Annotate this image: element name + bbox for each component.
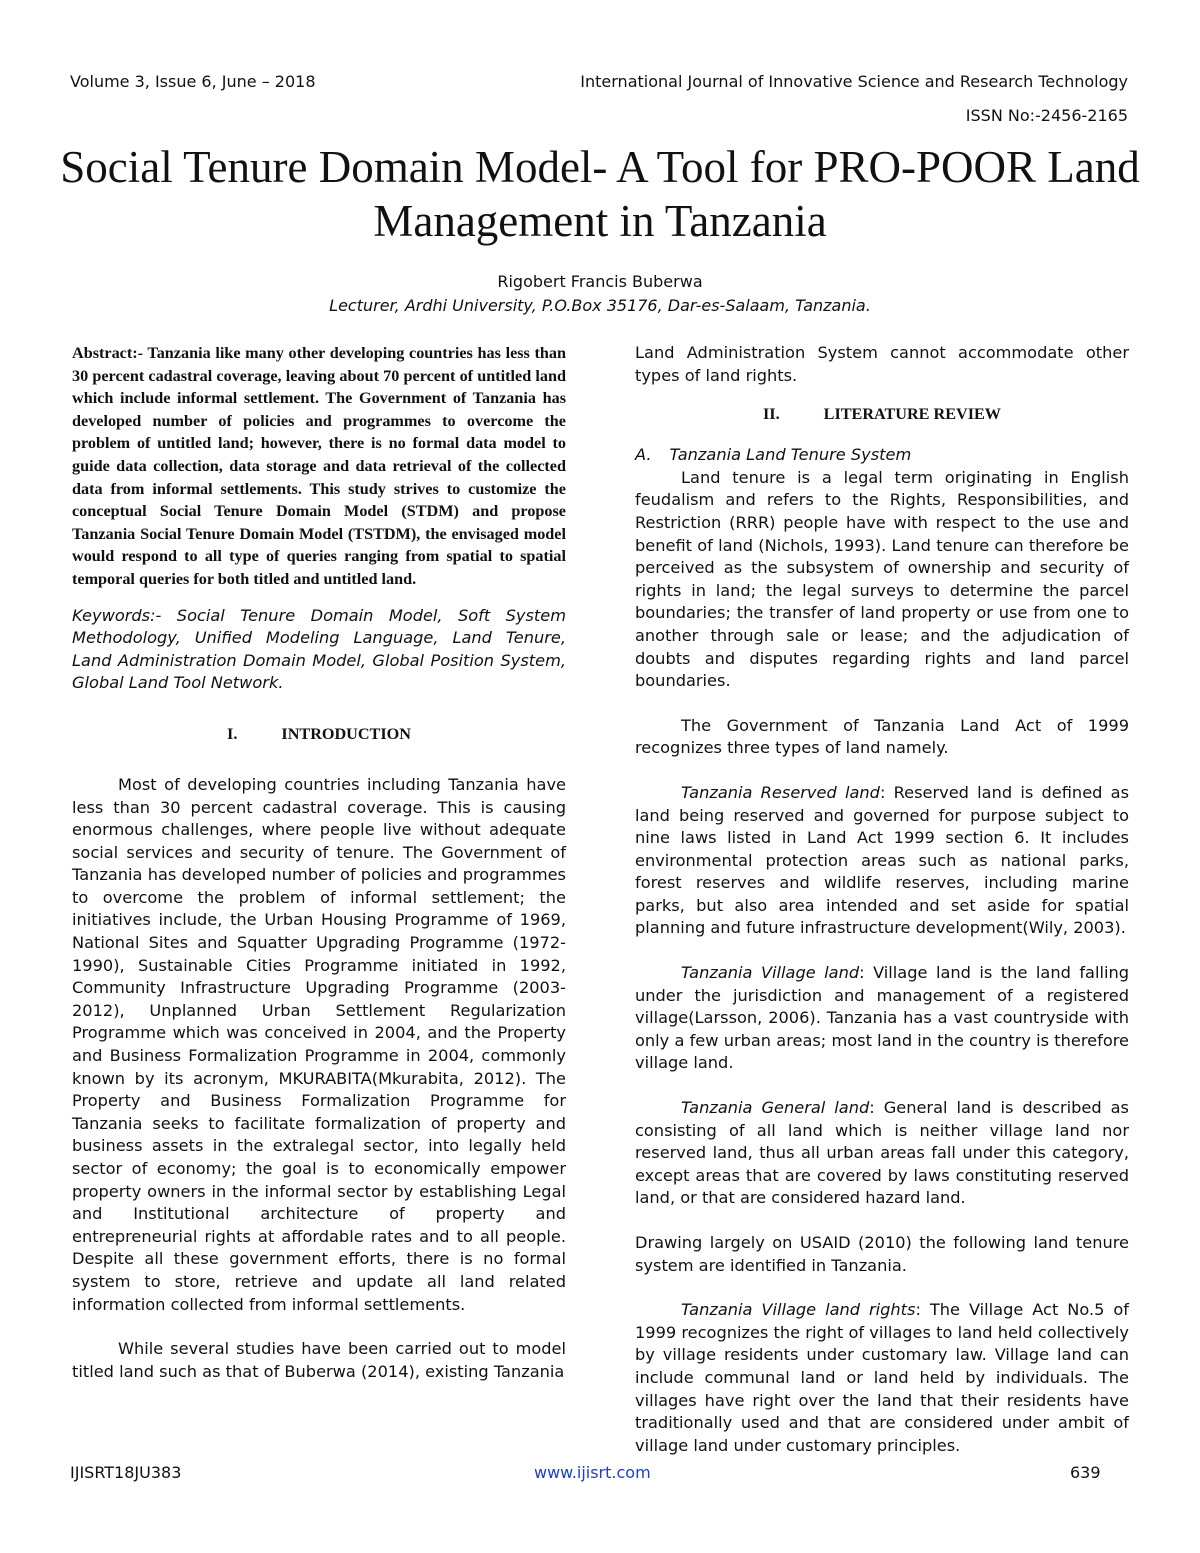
footer-paper-code: IJISRT18JU383 bbox=[70, 1463, 182, 1482]
general-land-label: Tanzania General land bbox=[681, 1098, 870, 1118]
section-number: II. bbox=[762, 405, 780, 424]
section-number: I. bbox=[227, 724, 238, 743]
reserved-land-label: Tanzania Reserved land bbox=[681, 782, 880, 802]
intro-paragraph-2-continued: Land Administration System cannot accommodate other types of land rights. bbox=[635, 343, 1129, 385]
village-land-paragraph bbox=[635, 962, 1129, 1075]
section-title: LITERATURE REVIEW bbox=[823, 405, 1001, 424]
intro-paragraph-1: Most of developing countries including Tanzania have less than 30 percent cadastral coverage. This is causing enormous challenges, where people live without adequate social services and security of tenure. The Government of Tanzania has developed number of policies and programmes to overcome the problem of informal settlement; the initiatives include, the Urban Housing Programme of 1969, National Sites and Squatter Upgrading Programme (1972- 1990), Sustainable Cities Programme initiated in 1992, Community Infrastructure Upgrading Programme (2003-2012), Unplanned Urban Settlement Regularization Programme which was conceived in 2004, and the Property and Business Formalization Programme in 2004, commonly known by its acronym, MKURABITA(Mkurabita, 2012). The Property and Business Formalization Programme for Tanzania seeks to facilitate formalization of property and business assets in the extralegal sector, into legally held sector of economy; the goal is to economically empower property owners in the informal sector by establishing Legal and Institutional architecture of property and entrepreneurial rights at affordable rates and to all people. Despite all these government efforts, there is no formal system to store, retrieve and update all land related information collected from informal settlements. bbox=[72, 774, 566, 1314]
general-land-paragraph bbox=[635, 1097, 1129, 1210]
left-column bbox=[72, 342, 566, 1383]
village-land-text: : Village land is the land falling under the jurisdiction and management of a registered village(Larsson, 2006). Tanzania has a vast countryside with only a few urban areas; most land in the country is therefore village land. bbox=[635, 963, 1129, 1073]
village-land-rights-paragraph bbox=[635, 1299, 1129, 1457]
header-volume: Volume 3, Issue 6, June – 2018 bbox=[70, 72, 316, 91]
village-land-rights-text: : The Village Act No.5 of 1999 recognizes the right of villages to land held collectively by village residents under customary law. Village land can include communal land or land held by individuals. The villages have right over the land that their residents have traditionally used and that are considered under ambit of village land under customary principles. bbox=[635, 1300, 1129, 1455]
author-name: Rigobert Francis Buberwa bbox=[497, 272, 703, 291]
header-journal: International Journal of Innovative Science and Research Technology bbox=[580, 72, 1128, 91]
literature-paragraph-1: Land tenure is a legal term originating in English feudalism and refers to the Rights, Responsibilities, and Restriction (RRR) people have with respect to the use and benefit of land (Nichols, 1993). Land tenure can therefore be perceived as the subsystem of ownership and security of rights in land; the legal surveys to determine the parcel boundaries; the transfer of land property or use from one to another through sale or lease; and the adjudication of doubts and disputes regarding rights and land parcel boundaries. bbox=[635, 467, 1129, 691]
village-land-label: Tanzania Village land bbox=[681, 963, 860, 983]
reserved-land-paragraph bbox=[635, 782, 1129, 940]
general-land-text: : General land is described as consisting of all land which is neither village land nor reserved land, thus all urban areas fall under this category, except areas that are covered by laws constituting reserved land, or that are considered hazard land. bbox=[635, 1098, 1129, 1208]
footer-journal-link[interactable]: www.ijisrt.com bbox=[534, 1463, 651, 1482]
literature-paragraph-2: The Government of Tanzania Land Act of 1999 recognizes three types of land namely. bbox=[635, 715, 1129, 758]
intro-paragraph-2: While several studies have been carried out to model titled land such as that of Buberwa (2014), existing Tanzania bbox=[72, 1339, 566, 1381]
keywords: Keywords:- Social Tenure Domain Model, Soft System Methodology, Unified Modeling Language, Land Tenure, Land Administration Domain Model, Global Position System, Global Land Tool Network. bbox=[72, 605, 566, 693]
abstract: Abstract:- Tanzania like many other developing countries has less than 30 percent cadastral coverage, leaving about 70 percent of untitled land which include informal settlement. The Government of Tanzania has developed number of policies and programmes to overcome the problem of untitled land; however, there is no formal data model to guide data collection, data storage and data retrieval of the collected data from informal settlements. This study strives to customize the conceptual Social Tenure Domain Model (STDM) and propose Tanzania Social Tenure Domain Model (TSTDM), the envisaged model would respond to all type of queries ranging from spatial to spatial temporal queries for both titled and untitled land. bbox=[72, 344, 566, 588]
subsection-title: Tanzania Land Tenure System bbox=[669, 445, 912, 465]
section-title: INTRODUCTION bbox=[281, 724, 411, 743]
section-heading-literature-review bbox=[635, 405, 1129, 424]
footer-page-number: 639 bbox=[1070, 1463, 1101, 1482]
subsection-heading-land-tenure bbox=[635, 444, 1129, 467]
right-column bbox=[635, 342, 1129, 1457]
reserved-land-text: : Reserved land is defined as land being reserved and governed for purpose subject to nine laws listed in Land Act 1999 section 6. It includes environmental protection areas such as national parks, forest reserves and wildlife reserves, including marine parks, but also area intended and set aside for spatial planning and future infrastructure development(Wily, 2003). bbox=[635, 782, 1129, 938]
village-land-rights-label: Tanzania Village land rights bbox=[681, 1300, 916, 1320]
page-title: Social Tenure Domain Model- A Tool for PRO-POOR Land Management in Tanzania bbox=[60, 142, 1140, 246]
section-heading-introduction bbox=[72, 725, 566, 744]
header-issn: ISSN No:-2456-2165 bbox=[965, 106, 1128, 125]
usaid-paragraph: Drawing largely on USAID (2010) the following land tenure system are identified in Tanzania. bbox=[635, 1233, 1129, 1275]
subsection-number: A. bbox=[635, 445, 652, 465]
author-affiliation: Lecturer, Ardhi University, P.O.Box 35176, Dar-es-Salaam, Tanzania. bbox=[329, 296, 871, 315]
